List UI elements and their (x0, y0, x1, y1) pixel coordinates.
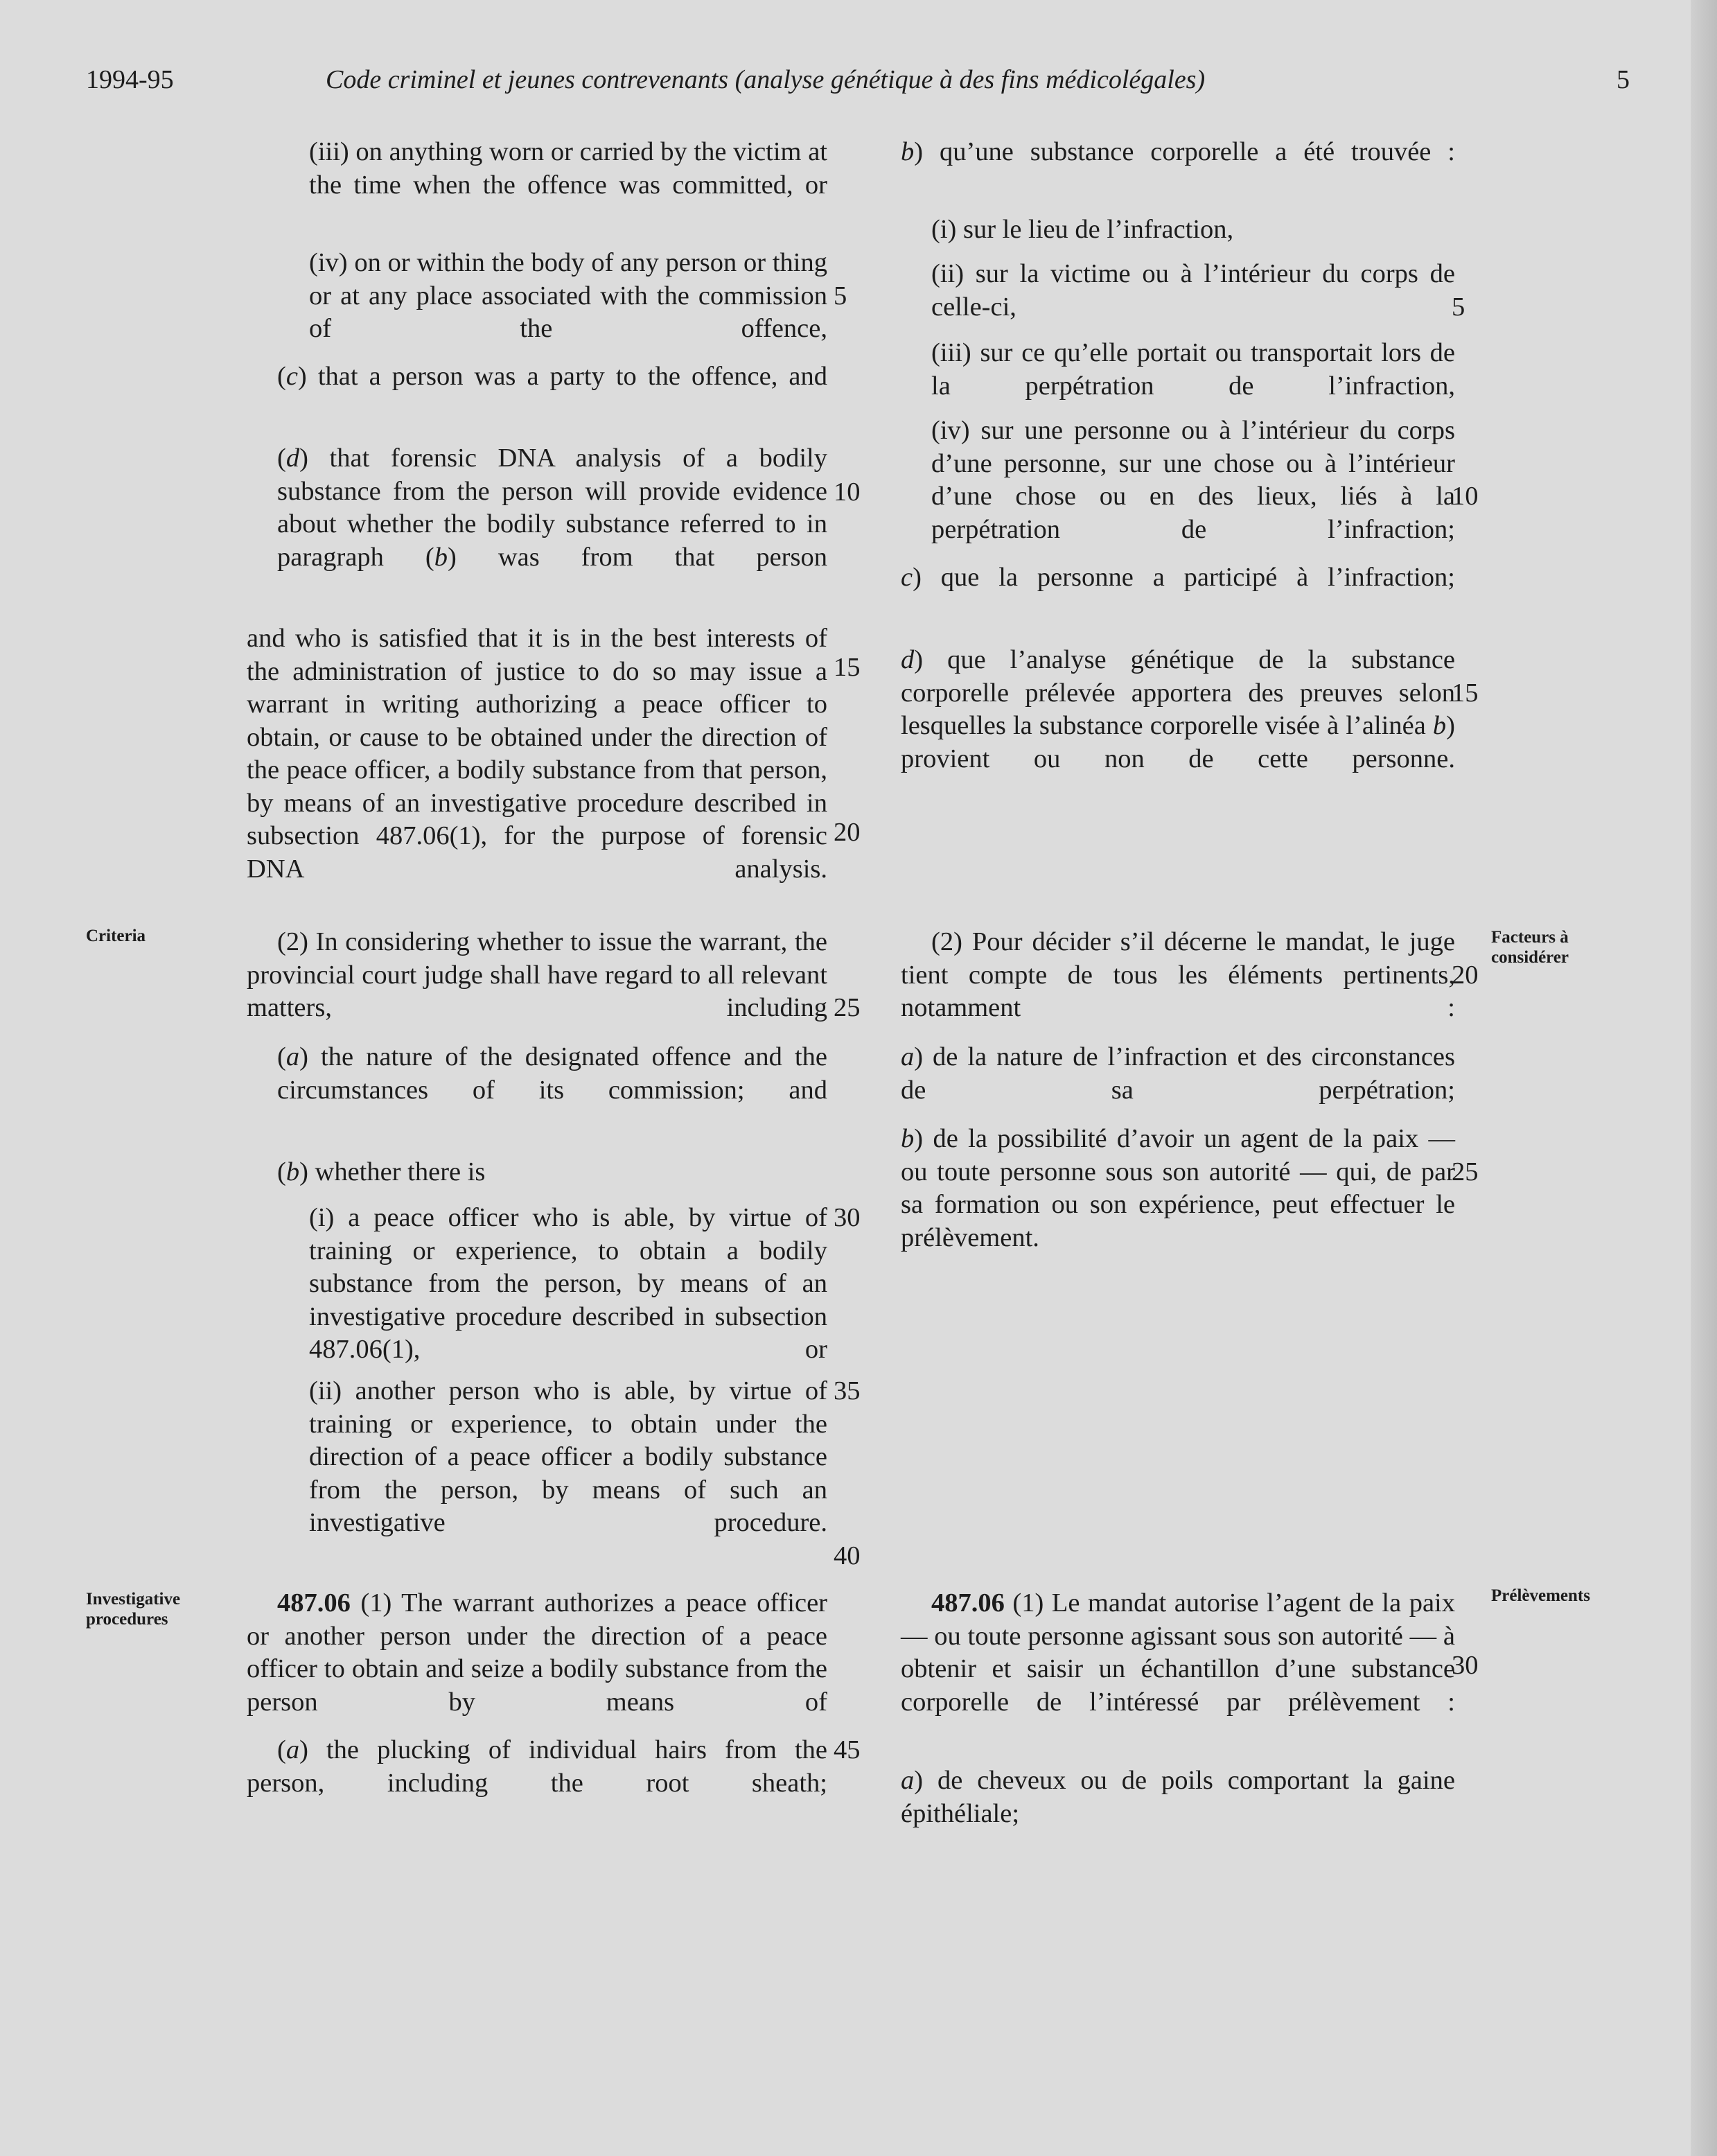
line-number-en: 30 (834, 1203, 861, 1232)
fr-clause-b-iii: (iii) sur ce qu’elle portait ou transportait lors de la perpétration de l’infraction, (931, 338, 1455, 401)
en-section-487-06-a: (a) the plucking of individual hairs from the person, including the root sheath; (247, 1735, 828, 1798)
fr-clause-b-ii: (ii) sur la victime ou à l’intérieur du corps de celle-ci, (931, 259, 1455, 322)
fr-subsection-2-b: b) de la possibilité d’avoir un agent de la paix — ou toute personne sous son autorité — qui, de par sa formation ou son expérience, peut effectuer le prélèvement. (901, 1124, 1455, 1252)
line-number-en: 35 (834, 1376, 861, 1405)
en-concluding-words: and who is satisfied that it is in the best interests of the administration of justice to do so may issue a warrant in writing authorizing a peace officer to obtain, or cause to be obtained under the direction of the peace officer, a bodily substance from that person, by means of an investigative procedure described in subsection 487.06(1), for the purpose of forensic DNA analysis. (247, 624, 827, 884)
line-number-en: 25 (834, 993, 861, 1022)
header-title: Code criminel et jeunes contrevenants (analyse génétique à des fins médicolégales) (326, 65, 1206, 94)
en-paragraph-c-text: that a person was a party to the offence, and (317, 362, 827, 391)
page-edge-shadow (1691, 0, 1717, 2156)
en-subsection-2-b: (b) whether there is (277, 1157, 486, 1186)
margin-note-investigative-line1: Investigative (86, 1590, 181, 1609)
line-number-fr: 25 (1452, 1157, 1479, 1186)
page-number: 5 (1617, 65, 1630, 94)
en-paragraph-d-ref: b (434, 542, 448, 572)
en-subsection-2-b-ii: (ii) another person who is able, by virtue of training or experience, to obtain under the direction of a peace officer a bodily substance from the person, by means of such an investigative procedure. (309, 1376, 827, 1537)
fr-paragraph-c: c) que la personne a participé à l’infraction; (901, 563, 1455, 592)
fr-paragraph-c-mark: c (901, 563, 913, 592)
en-paragraph-d: (d) that forensic DNA analysis of a bodily substance from the person will provide evidence about whether the bodily substance referred to in paragraph (b) was from that person (277, 444, 827, 572)
fr-section-487-06 (901, 1587, 1455, 1719)
line-number-fr: 30 (1452, 1651, 1479, 1680)
en-paragraph-c-mark: c (285, 362, 298, 391)
line-number-en: 5 (834, 281, 847, 310)
fr-paragraph-d: d) que l’analyse génétique de la substance corporelle prélevée apportera des preuves selon lesquelles la substance corporelle visée à l’alinéa b) provient ou non de cette personne. (901, 645, 1455, 773)
fr-paragraph-c-text: que la personne a participé à l’infraction; (940, 563, 1455, 592)
fr-paragraph-b: b) qu’une substance corporelle a été trouvée : (901, 137, 1455, 166)
fr-clause-b-iv: (iv) sur une personne ou à l’intérieur du corps d’une personne, sur une chose ou à l’intérieur d’une chose ou en des lieux, liés à la perpétration de l’infraction; (931, 416, 1455, 544)
english-column (247, 0, 827, 2156)
en-paragraph-c: (c) that a person was a party to the offence, and (277, 362, 827, 391)
en-subsection-2-a: (a) the nature of the designated offence and the circumstances of its commission; and (277, 1042, 827, 1105)
fr-clause-b-i: (i) sur le lieu de l’infraction, (931, 215, 1234, 244)
en-paragraph-d-mark: d (285, 444, 300, 473)
fr-paragraph-d-mark: d (901, 645, 915, 674)
fr-section-487-06-a-mark: a (901, 1766, 915, 1795)
fr-subsection-2-a-mark: a (901, 1042, 915, 1071)
margin-note-prelevements: Prélèvements (1491, 1586, 1590, 1605)
fr-paragraph-d-text-end: provient ou non de cette personne. (901, 744, 1455, 773)
fr-subsection-2-b-text: de la possibilité d’avoir un agent de la paix — ou toute personne sous son autorité — qui, de par sa formation ou son expérience, peut effectuer le prélèvement. (901, 1124, 1455, 1252)
line-number-en: 15 (834, 653, 861, 682)
fr-section-487-06-number: 487.06 (931, 1588, 1005, 1618)
margin-note-criteria: Criteria (86, 927, 146, 945)
en-subsection-2-a-mark: a (285, 1042, 300, 1071)
line-number-fr: 15 (1452, 678, 1479, 708)
en-section-487-06-a-text: the plucking of individual hairs from the person, including the root sheath; (247, 1735, 828, 1798)
fr-paragraph-b-text: qu’une substance corporelle a été trouvée : (939, 137, 1455, 166)
header-year: 1994-95 (86, 65, 174, 94)
fr-subsection-2: (2) Pour décider s’il décerne le mandat, le juge tient compte de tous les éléments pertinents, notamment : (901, 927, 1455, 1022)
margin-note-facteurs-line1: Facteurs à (1491, 928, 1569, 947)
en-section-487-06 (247, 1587, 827, 1719)
en-subsection-2-b-mark: b (285, 1157, 300, 1186)
fr-paragraph-d-text: que l’analyse génétique de la substance corporelle prélevée apportera des preuves selon lesquelles la substance corporelle visée à l’alinéa (901, 645, 1455, 740)
en-section-487-06-a-mark: a (285, 1735, 300, 1764)
margin-note-investigative-line2: procedures (86, 1610, 168, 1629)
en-paragraph-d-text-end: was from that person (498, 542, 827, 572)
en-clause-b-iv: (iv) on or within the body of any person or thing or at any place associated with the commission of the offence, (309, 248, 827, 343)
fr-subsection-2-a-text: de la nature de l’infraction et des circonstances de sa perpétration; (901, 1042, 1455, 1105)
fr-section-487-06-a-text: de cheveux ou de poils comportant la gaine épithéliale; (901, 1766, 1455, 1828)
line-number-fr: 10 (1452, 482, 1479, 511)
french-column (901, 0, 1455, 2156)
line-number-en: 10 (834, 477, 861, 507)
line-number-en: 45 (834, 1735, 861, 1764)
fr-section-487-06-a: a) de cheveux ou de poils comportant la gaine épithéliale; (901, 1766, 1455, 1828)
margin-note-investigative (86, 1589, 180, 1629)
en-subsection-2-b-text: whether there is (315, 1157, 486, 1186)
en-subsection-2: (2) In considering whether to issue the warrant, the provincial court judge shall have regard to all relevant matters, including (247, 927, 827, 1022)
fr-subsection-2-a: a) de la nature de l’infraction et des circonstances de sa perpétration; (901, 1042, 1455, 1105)
margin-note-facteurs (1491, 927, 1569, 967)
en-subsection-2-b-i: (i) a peace officer who is able, by virtue of training or experience, to obtain a bodily substance from the person, by means of an investigative procedure described in subsection 487.06(1), or (309, 1203, 827, 1364)
fr-section-487-06-text: (1) Le mandat autorise l’agent de la paix — ou toute personne agissant sous son autorité — à obtenir et saisir un échantillon d’une substance corporelle de l’intéressé par prélèvement : (901, 1588, 1455, 1717)
line-number-en: 40 (834, 1541, 861, 1570)
fr-subsection-2-b-mark: b (901, 1124, 915, 1153)
en-section-487-06-text: (1) The warrant authorizes a peace officer or another person under the direction of a peace officer to obtain and seize a bodily substance from the person by means of (247, 1588, 827, 1717)
margin-note-facteurs-line2: considérer (1491, 948, 1569, 967)
line-number-fr: 20 (1452, 961, 1479, 990)
en-section-487-06-number: 487.06 (277, 1588, 351, 1618)
en-paragraph-d-text: that forensic DNA analysis of a bodily substance from the person will provide evidence about whether the bodily substance referred to in paragraph (277, 444, 827, 572)
en-clause-b-iii: (iii) on anything worn or carried by the victim at the time when the offence was committed, or (309, 137, 827, 200)
line-number-fr: 5 (1452, 292, 1465, 322)
fr-paragraph-d-ref: b (1432, 711, 1447, 740)
en-subsection-2-a-text: the nature of the designated offence and the circumstances of its commission; and (277, 1042, 827, 1105)
fr-paragraph-b-mark: b (901, 137, 915, 166)
line-number-en: 20 (834, 818, 861, 847)
